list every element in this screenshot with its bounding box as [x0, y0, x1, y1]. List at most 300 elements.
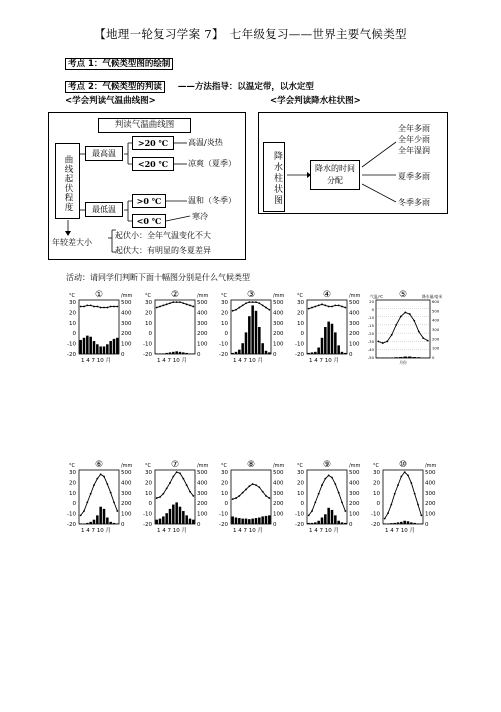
temp-point: [245, 302, 247, 304]
month-axis-label: 1 4 7 10 月: [233, 528, 263, 534]
climate-chart-6: [67, 460, 133, 534]
chart-number: ⑤: [398, 290, 408, 300]
precip-bar: [311, 523, 314, 524]
precip-bar: [403, 521, 406, 524]
precip-tick-label: 500: [349, 300, 360, 306]
temp-tick-label: -20: [367, 331, 374, 336]
temp-curve: [309, 475, 346, 515]
temp-point: [404, 471, 406, 473]
precip-bar: [96, 515, 99, 524]
temp-point: [417, 504, 419, 506]
precip-bar: [268, 515, 271, 524]
precip-tick-label: 0: [349, 522, 353, 528]
temp-tick-label: 20: [69, 480, 76, 487]
precip-bar: [410, 522, 413, 524]
precip-bar: [241, 343, 244, 354]
temp-diagram-title: 判读气温曲线图: [98, 118, 191, 133]
temp-tick-label: 0: [224, 331, 228, 338]
temp-point: [258, 486, 260, 488]
temp-point: [334, 483, 336, 485]
temp-point: [113, 306, 115, 308]
precip-tick-label: 200: [432, 336, 440, 342]
precip-tick-label: 100: [425, 511, 436, 518]
temp-point: [324, 478, 326, 480]
precip-tick-label: 100: [273, 511, 284, 518]
temp-point: [166, 487, 168, 489]
temp-point: [83, 306, 85, 308]
temp-curve: [157, 302, 194, 307]
precip-bar: [381, 358, 385, 359]
temp-point: [116, 306, 118, 308]
precip-bar: [251, 305, 254, 354]
precip-bar: [159, 519, 162, 524]
precip-tick-label: 500: [273, 470, 284, 476]
precip-tick-label: 500: [273, 300, 284, 306]
temp-point: [232, 498, 234, 500]
chart-number: ①: [94, 290, 104, 300]
precip-tick-label: 100: [121, 511, 132, 518]
temp-tick-label: 10: [297, 320, 304, 327]
precip-tick-label: 0: [349, 352, 353, 358]
temp-point: [86, 305, 88, 307]
temp-point: [258, 302, 260, 304]
precip-bar: [109, 522, 112, 524]
precip-unit-label: /mm: [197, 463, 209, 469]
precip-tick-label: 300: [425, 490, 436, 497]
precip-unit-label: /mm: [121, 293, 133, 299]
precip-r4: 夏季多雨: [398, 172, 430, 181]
precip-bar: [89, 337, 92, 354]
temp-point: [384, 518, 386, 520]
precip-bar: [116, 523, 119, 524]
temp-curve: [81, 305, 118, 307]
precip-bar: [397, 522, 400, 524]
precip-tick-label: 200: [197, 331, 208, 338]
precip-bar: [390, 523, 393, 524]
temp-tick-label: 20: [69, 310, 76, 317]
precip-bar: [417, 523, 420, 524]
temp-point: [395, 324, 397, 326]
temp-point: [116, 510, 118, 512]
temp-point: [387, 512, 389, 514]
precip-bar: [307, 353, 310, 354]
precip-tick-label: 400: [197, 310, 208, 317]
temp-point: [390, 504, 392, 506]
precip-bar: [417, 357, 421, 358]
precip-tick-label: 100: [197, 341, 208, 348]
precip-bar: [265, 516, 268, 524]
temp-tick-label: 10: [373, 490, 380, 497]
temp-point: [156, 497, 158, 499]
precip-tick-label: 300: [273, 320, 284, 327]
temp-point: [189, 491, 191, 493]
precip-unit-label: /mm: [349, 463, 361, 469]
subtitle-temperature: <学会判读气温曲线图>: [65, 96, 156, 106]
temp-tick-label: -10: [143, 511, 152, 518]
temp-point: [182, 478, 184, 480]
precip-tick-label: 100: [121, 341, 132, 348]
precip-bar: [103, 509, 106, 524]
temp-point: [265, 495, 267, 497]
precip-time-distribution: 降水的时间分配: [310, 160, 360, 190]
temp-point: [318, 493, 320, 495]
temp-curve: [233, 484, 270, 499]
temp-tick-label: 10: [297, 490, 304, 497]
precip-bar: [321, 338, 324, 354]
cold-text: 寒冷: [192, 212, 208, 221]
precip-tick-label: 500: [121, 470, 132, 476]
chart-frame: [155, 300, 195, 354]
climate-chart-8: [219, 460, 285, 534]
precip-tick-label: 200: [273, 501, 284, 508]
climate-chart-7: [143, 460, 209, 534]
precip-bar: [383, 523, 386, 524]
temp-point: [156, 307, 158, 309]
temp-point: [179, 472, 181, 474]
month-axis-label: 1 4 7 10 月: [309, 528, 339, 534]
temp-point: [422, 337, 424, 339]
climate-chart-1: [67, 290, 133, 364]
climate-chart-5: [368, 290, 443, 365]
precip-bar: [89, 522, 92, 524]
temp-tick-label: 20: [145, 310, 152, 317]
temp-tick-label: 10: [145, 320, 152, 327]
precip-tick-label: 300: [273, 490, 284, 497]
precip-bar: [334, 332, 337, 354]
precip-unit-label: /mm: [273, 293, 285, 299]
temp-tick-label: 10: [221, 320, 228, 327]
temp-point: [162, 493, 164, 495]
temp-point: [409, 313, 411, 315]
temp-point: [162, 305, 164, 307]
precip-bar: [393, 523, 396, 524]
precip-bar: [376, 358, 380, 359]
precip-bar: [258, 518, 261, 524]
section-2-heading: 考点 2：气候类型的判读 ——方法指导：以温定带，以水定型: [65, 80, 314, 92]
chart-frame: [383, 470, 423, 524]
temp-point: [420, 514, 422, 516]
precip-bar: [390, 358, 394, 359]
temp-curve: [378, 312, 428, 343]
precip-bar: [408, 357, 412, 358]
temp-unit-label: °C: [297, 293, 303, 299]
precip-bar: [106, 344, 109, 354]
month-axis-label: 1 4 7 10 月: [385, 528, 415, 534]
temp-point: [159, 306, 161, 308]
temp-tick-label: 30: [373, 470, 380, 476]
chart-number: ③: [246, 290, 256, 300]
temp-point: [192, 306, 194, 308]
temp-point: [166, 303, 168, 305]
precip-bar: [261, 343, 264, 354]
precip-bar: [331, 324, 334, 354]
precip-bar: [155, 520, 158, 524]
precip-tick-label: 200: [121, 501, 132, 508]
chart-number: ④: [322, 290, 332, 300]
temp-point: [386, 341, 388, 343]
temp-unit-label: °C: [69, 293, 75, 299]
temp-unit-label: °C: [297, 463, 303, 469]
month-axis-label: 1 4 7 10 月: [309, 358, 339, 364]
precip-tick-label: 400: [432, 317, 440, 323]
precip-bar: [159, 353, 162, 354]
temp-tick-label: -30: [367, 339, 374, 344]
precip-bar: [192, 520, 195, 524]
temp-point: [341, 502, 343, 504]
temp-tick-label: -20: [67, 522, 76, 528]
temp-tick-label: -20: [67, 352, 76, 358]
precip-bar: [189, 353, 192, 354]
temp-tick-label: 10: [69, 490, 76, 497]
temp-curve: [81, 474, 118, 515]
chart-number: ②: [170, 290, 180, 300]
temp-point: [235, 497, 237, 499]
precip-bar: [79, 340, 82, 354]
precip-bar: [175, 502, 178, 524]
temp-point: [110, 306, 112, 308]
precip-tick-label: 500: [197, 300, 208, 306]
temp-tick-label: 0: [148, 501, 152, 508]
precip-bar: [421, 358, 425, 359]
temp-point: [96, 306, 98, 308]
temp-point: [106, 483, 108, 485]
precip-bar: [162, 353, 165, 354]
lt20-label: <20 ℃: [132, 157, 174, 171]
precip-bar: [341, 352, 344, 354]
temp-point: [308, 514, 310, 516]
temp-point: [338, 305, 340, 307]
chart-frame: [155, 470, 195, 524]
temp-point: [113, 502, 115, 504]
precip-tick-label: 100: [432, 345, 440, 351]
precip-bar: [165, 353, 168, 354]
precip-tick-label: 0: [273, 522, 277, 528]
precip-unit-label: /mm: [273, 463, 285, 469]
temp-point: [344, 307, 346, 309]
precip-bar: [155, 353, 158, 354]
precip-bar: [83, 523, 86, 524]
precip-bar: [265, 351, 268, 354]
activity-instructions: 活动：请同学们判断下面十幅图分别是什么气候类型: [66, 273, 250, 282]
precip-bar: [185, 515, 188, 524]
precip-bar: [400, 522, 403, 524]
precip-bar: [255, 518, 258, 524]
temp-point: [391, 334, 393, 336]
temp-tick-label: -10: [367, 315, 374, 320]
temp-point: [100, 473, 102, 475]
temp-point: [397, 484, 399, 486]
temp-tick-label: 0: [300, 501, 304, 508]
precip-bar: [99, 346, 102, 354]
precip-bar: [179, 352, 182, 354]
temp-point: [83, 510, 85, 512]
temp-tick-label: -40: [367, 347, 374, 352]
precip-bar: [172, 505, 175, 524]
temp-point: [186, 303, 188, 305]
temp-point: [410, 482, 412, 484]
temp-curve: [157, 472, 194, 498]
precip-tick-label: 100: [349, 341, 360, 348]
temp-point: [106, 307, 108, 309]
temp-tick-label: -20: [219, 522, 228, 528]
annual-range-label: 年较差大小: [52, 238, 92, 247]
precip-bar: [268, 352, 271, 354]
gt20-label: >20 ℃: [132, 136, 174, 150]
temp-point: [404, 312, 406, 314]
temp-point: [377, 341, 379, 343]
precip-unit-label: /mm: [349, 293, 361, 299]
precip-tick-label: 300: [349, 490, 360, 497]
precip-bar: [185, 353, 188, 354]
temp-point: [400, 476, 402, 478]
temp-point: [179, 301, 181, 303]
month-axis-label: 1 4 7 10 月: [81, 528, 111, 534]
precip-bar: [189, 519, 192, 524]
precip-bar: [238, 350, 241, 354]
temp-tick-label: 20: [221, 480, 228, 487]
temp-point: [262, 305, 264, 307]
temp-point: [252, 483, 254, 485]
temp-tick-label: -10: [67, 341, 76, 348]
temp-point: [413, 320, 415, 322]
chart-frame: [231, 300, 271, 354]
chart-number: ⑨: [322, 460, 332, 470]
precip-tick-label: 500: [425, 470, 436, 476]
temp-tick-label: 30: [221, 470, 228, 476]
temp-tick-label: 0: [148, 331, 152, 338]
temp-tick-label: -20: [143, 352, 152, 358]
precip-tick-label: 300: [349, 320, 360, 327]
temp-tick-label: 30: [69, 300, 76, 306]
precip-bar: [420, 523, 423, 524]
precip-bar: [334, 515, 337, 524]
temp-point: [418, 331, 420, 333]
temp-point: [328, 475, 330, 477]
temp-curve: [385, 472, 422, 518]
temp-tick-label: 10: [145, 490, 152, 497]
precip-bar: [321, 518, 324, 524]
precip-tick-label: 500: [349, 470, 360, 476]
precip-bar: [109, 341, 112, 354]
precip-bar: [182, 352, 185, 354]
precip-bar: [235, 352, 238, 354]
precip-r5: 冬季多雨: [398, 198, 430, 207]
precip-tick-label: 200: [425, 501, 436, 508]
precip-tick-label: 500: [121, 300, 132, 306]
temp-tick-label: 30: [297, 300, 304, 306]
temp-point: [265, 307, 267, 309]
temp-unit-label: °C: [221, 293, 227, 299]
precip-tick-label: 200: [349, 501, 360, 508]
chart-number: ⑧: [246, 460, 256, 470]
temp-tick-label: -10: [67, 511, 76, 518]
temp-point: [262, 491, 264, 493]
temp-point: [90, 493, 92, 495]
temp-tick-label: -10: [219, 511, 228, 518]
precip-bar: [327, 508, 330, 524]
temp-point: [242, 305, 244, 307]
temp-tick-label: -20: [295, 352, 304, 358]
temp-point: [103, 476, 105, 478]
temp-point: [242, 492, 244, 494]
precip-tick-label: 0: [197, 522, 201, 528]
climate-chart-4: [295, 290, 361, 364]
temp-point: [169, 482, 171, 484]
precip-bar: [324, 327, 327, 354]
temp-point: [96, 478, 98, 480]
temp-tick-label: 20: [145, 480, 152, 487]
temp-unit-label: 气温/℃: [370, 294, 384, 299]
precip-unit-label: 降水量/毫米: [422, 294, 443, 299]
temp-tick-label: 0: [72, 331, 76, 338]
lt0-label: <0 ℃: [132, 214, 166, 228]
precip-bar: [413, 523, 416, 524]
small-fluctuation-text: 起伏小：全年气温变化不大: [115, 231, 211, 240]
temp-tick-label: 0: [224, 501, 228, 508]
temp-point: [314, 306, 316, 308]
precip-tick-label: 0: [197, 352, 201, 358]
temp-curve: [309, 304, 346, 308]
temp-point: [245, 489, 247, 491]
chart-frame: [376, 300, 430, 358]
precip-bar: [426, 358, 430, 359]
chart-frame: [307, 470, 347, 524]
precip-bar: [245, 332, 248, 354]
temp-point: [382, 342, 384, 344]
precip-bar: [83, 338, 86, 354]
precip-tick-label: 400: [121, 480, 132, 487]
temp-point: [176, 471, 178, 473]
temp-point: [324, 305, 326, 307]
precip-bar: [241, 519, 244, 524]
precip-bar: [231, 516, 234, 524]
precip-tick-label: 400: [425, 480, 436, 487]
precip-bar: [165, 513, 168, 524]
precip-bar: [341, 522, 344, 524]
precip-bar: [324, 514, 327, 524]
precip-tick-label: 0: [425, 522, 429, 528]
precip-unit-label: /mm: [121, 463, 133, 469]
precip-bar: [307, 523, 310, 524]
month-axis-label: 1 4 7 10 月: [81, 358, 111, 364]
temp-tick-label: 30: [221, 300, 228, 306]
precip-bar: [169, 509, 172, 524]
precip-tick-label: 300: [121, 490, 132, 497]
temp-unit-label: °C: [145, 463, 151, 469]
precip-bar: [399, 357, 403, 358]
temp-tick-label: -20: [371, 522, 380, 528]
precip-bar: [116, 338, 119, 354]
temp-tick-label: 20: [297, 310, 304, 317]
month-axis-label: 月份: [399, 360, 407, 365]
precip-tick-label: 500: [432, 308, 440, 314]
temp-point: [331, 306, 333, 308]
precip-bar: [314, 522, 317, 524]
precip-tick-label: 100: [273, 341, 284, 348]
precip-unit-label: /mm: [425, 463, 437, 469]
temp-tick-label: 0: [371, 307, 374, 312]
precip-bar: [403, 357, 407, 358]
precip-bar: [255, 311, 258, 354]
precip-bar: [99, 507, 102, 524]
temp-tick-label: 10: [221, 490, 228, 497]
precip-bar: [175, 351, 178, 354]
precip-bar: [311, 352, 314, 354]
precip-tick-label: 0: [432, 355, 435, 360]
precip-bar: [327, 322, 330, 354]
temp-point: [93, 306, 95, 308]
precip-bar: [172, 352, 175, 354]
